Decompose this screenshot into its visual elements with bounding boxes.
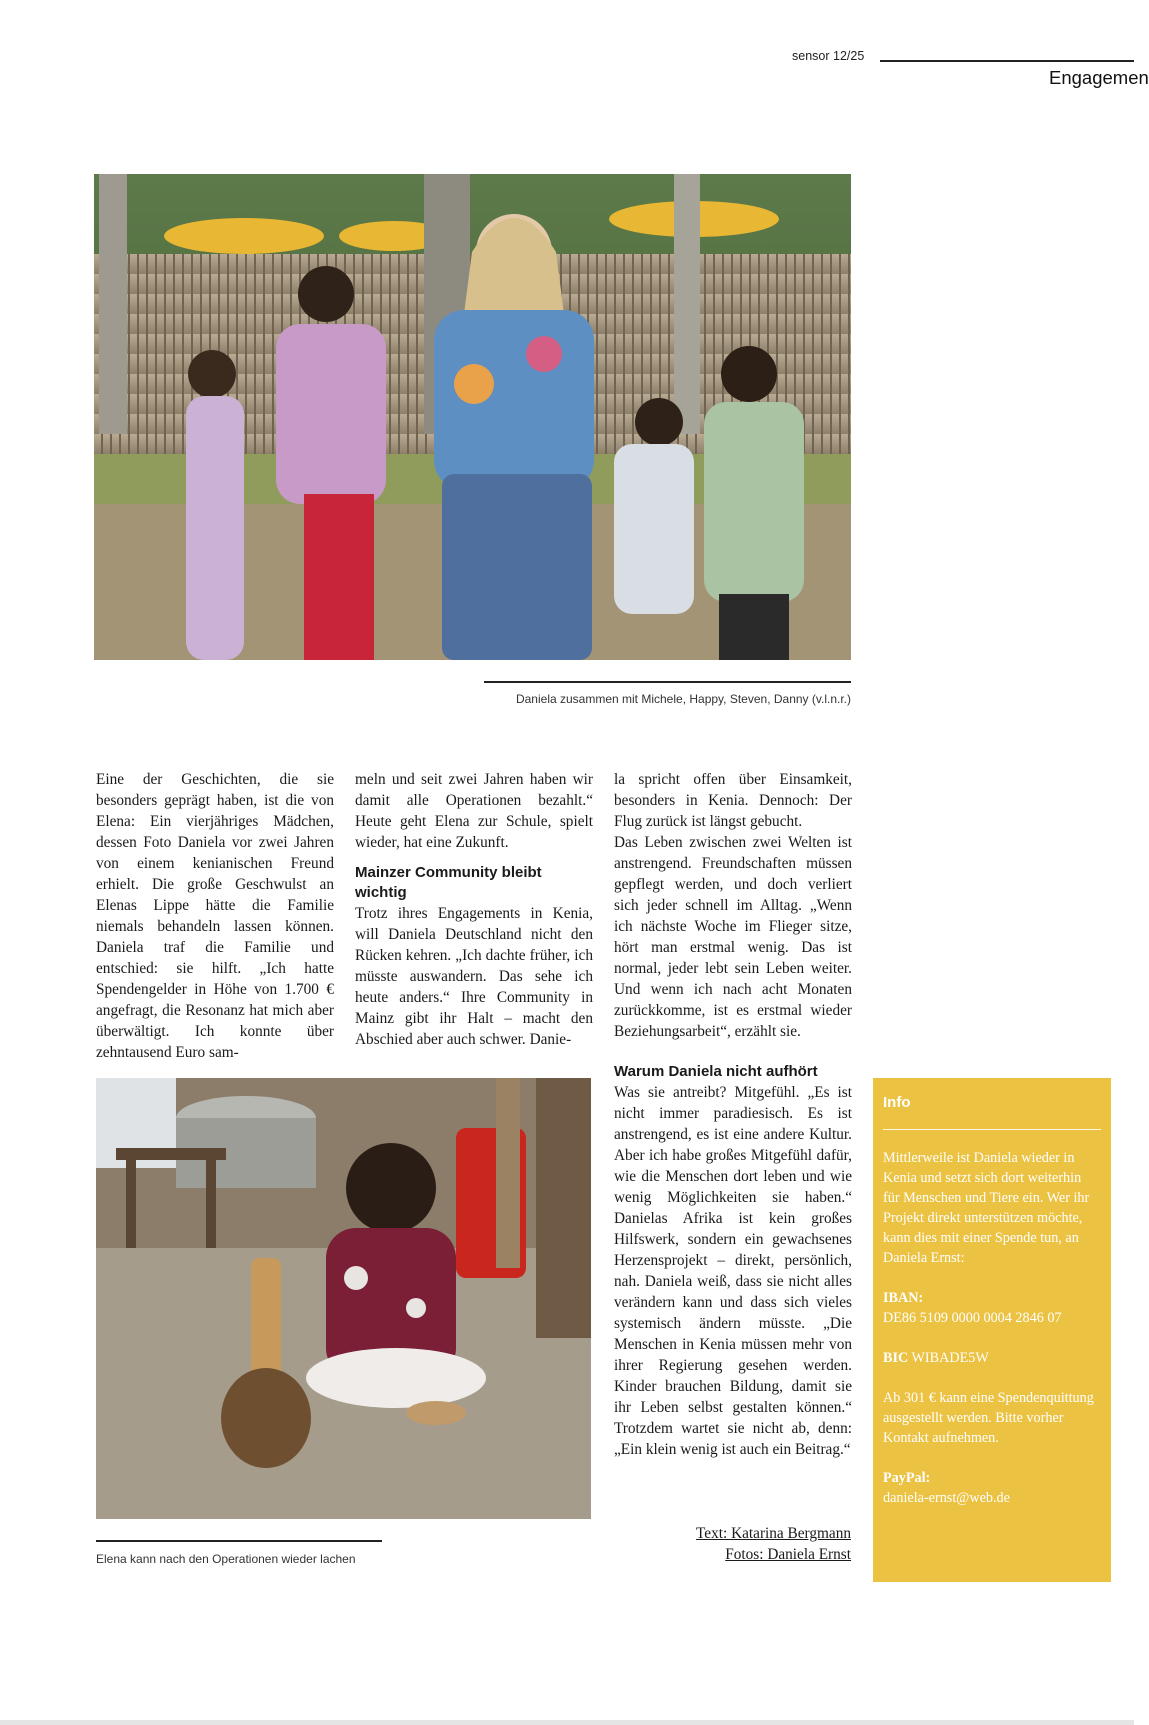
article-paragraph: meln und seit zwei Jahren haben wir damit alle Operationen bezahlt.“ Heute geht Elena zur Schule, spielt wieder, hat eine Zukunft. xyxy=(355,771,593,851)
article-paragraph: Was sie antreibt? Mitgefühl. „Es ist nicht immer paradiesisch. Es ist anstrengend, es ist eine andere Kultur. Aber ich habe großes Mitgefühl dafür, wie die Menschen dort leben und wie wenig Möglichkeiten sie haben.“ Danielas Afrika ist kein großes Hilfswerk, sondern ein gewachsenes Herzensprojekt – direkt, persönlich, nah. Daniela weiß, dass sie nicht alles verändern kann und dass sich vieles systemisch ändern müsste. „Die Menschen in Kenia müssen mehr von ihrer Regierung gesehen werden. Kinder brauchen Bildung, damit sie ihr Leben selbst gestalten können.“ Trotzdem wartet sie nicht ab, denn: „Ein klein wenig ist auch ein Beitrag.“ xyxy=(614,1084,852,1458)
paypal-value: daniela-ernst@web.de xyxy=(883,1490,1010,1506)
info-box xyxy=(873,1078,1111,1582)
text-credit: Text: Katarina Bergmann xyxy=(696,1525,851,1542)
iban-value: DE86 5109 0000 0004 2846 07 xyxy=(883,1310,1062,1326)
bic-value: WIBADE5W xyxy=(911,1350,989,1366)
iban-label: IBAN: xyxy=(883,1290,924,1306)
article-column-2 xyxy=(355,769,593,1050)
photo2-caption: Elena kann nach den Operationen wieder lachen xyxy=(96,1552,356,1566)
photo-credit: Fotos: Daniela Ernst xyxy=(725,1546,851,1563)
photo1-caption-rule xyxy=(484,681,851,683)
info-title: Info xyxy=(883,1094,911,1111)
header-rule xyxy=(880,60,1134,62)
info-intro: Mittlerweile ist Daniela wieder in Kenia und setzt sich dort weiterhin für Menschen und Tiere ein. Wer ihr Projekt direkt unterstützen möchte, kann dies mit einer Spende tun, an Daniela Ernst: xyxy=(883,1150,1090,1266)
article-paragraph: Eine der Geschichten, die sie besonders geprägt haben, ist die von Elena: Ein vierjähriges Mädchen, dessen Foto Daniela vor zwei Jahren von einem kenianischen Freund erhielt. Die große Geschwulst an Elenas Lippe hätte die Familie niemals behandeln lassen können. Daniela traf die Familie und entschied: sie hilft. „Ich hatte Spendengelder in Höhe von 1.700 € angefragt, die Resonanz hat mich aber überwältigt. Ich konnte über zehntausend Euro sam- xyxy=(96,771,334,1061)
article-column-3 xyxy=(614,769,852,1460)
paypal-label: PayPal: xyxy=(883,1470,931,1486)
subheading-warum-daniela: Warum Daniela nicht aufhört xyxy=(614,1063,818,1080)
group-photo xyxy=(94,174,851,660)
article-paragraph: la spricht offen über Einsamkeit, besonders in Kenia. Dennoch: Der Flug zurück ist längst gebucht. xyxy=(614,771,852,830)
issue-label: sensor 12/25 xyxy=(792,49,865,63)
credits xyxy=(696,1523,851,1565)
photo2-caption-rule xyxy=(96,1540,382,1542)
article-column-1 xyxy=(96,769,334,1063)
receipt-note: Ab 301 € kann eine Spendenquittung ausgestellt werden. Bitte vorher Kontakt aufnehmen. xyxy=(883,1390,1094,1446)
info-divider xyxy=(883,1129,1101,1130)
subheading-mainzer-community: Mainzer Community bleibt wichtig xyxy=(355,864,542,901)
photo1-caption: Daniela zusammen mit Michele, Happy, Steven, Danny (v.l.n.r.) xyxy=(515,692,851,706)
bic-label: BIC xyxy=(883,1350,909,1366)
elena-photo xyxy=(96,1078,591,1519)
section-title: Engagemen xyxy=(1049,67,1149,88)
article-paragraph: Das Leben zwischen zwei Welten ist anstrengend. Freundschaften müssen gepflegt werden, und doch verliert sich jeder schnell im Alltag. „Wenn ich nächste Woche im Flieger sitze, hört man erstmal wenig. Das ist normal, jeder lebt sein Leben weiter. Und wenn ich nach acht Monaten zurückkomme, ist es erstmal wieder Beziehungsarbeit“, erzählt sie. xyxy=(614,834,852,1040)
page-bottom-edge xyxy=(0,1720,1134,1725)
article-paragraph: Trotz ihres Engagements in Kenia, will Daniela Deutschland nicht den Rücken kehren. „Ich dachte früher, ich müsste auswandern. Das sehe ich heute anders.“ Ihre Community in Mainz gibt ihr Halt – macht den Abschied aber auch schwer. Danie- xyxy=(355,905,593,1048)
